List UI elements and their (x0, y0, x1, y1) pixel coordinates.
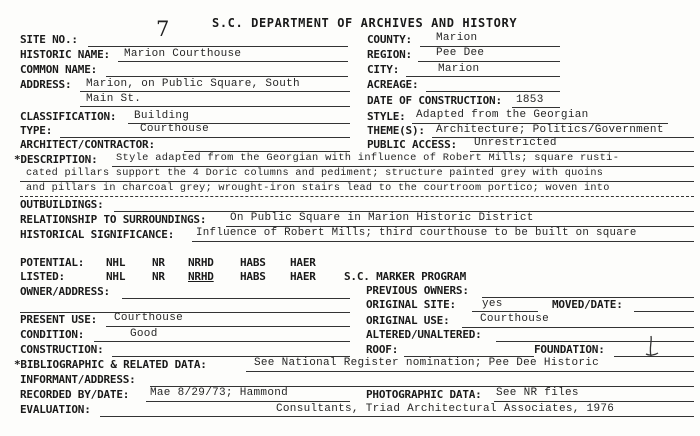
relationship-label: RELATIONSHIP TO SURROUNDINGS: (20, 213, 207, 226)
roof-label: ROOF: (366, 343, 399, 356)
historic-name-line (118, 61, 348, 62)
potential-label: POTENTIAL: (20, 256, 85, 269)
description-label: *DESCRIPTION: (14, 153, 98, 166)
photographic-data-label: PHOTOGRAPHIC DATA: (366, 388, 482, 401)
informant-label: INFORMANT/ADDRESS: (20, 373, 136, 386)
evaluation-line (100, 416, 694, 417)
description-line-3: and pillars in charcoal grey; wrought-iron stairs lead to the courtroom portico; woven into (26, 183, 610, 194)
potential-option-habs: HABS (240, 256, 266, 269)
address-line-2: Main St. (86, 93, 142, 105)
bibliography-label: *BIBLIOGRAPHIC & RELATED DATA: (14, 358, 207, 371)
marker-program-label: S.C. MARKER PROGRAM (344, 270, 467, 283)
type-label: TYPE: (20, 124, 53, 137)
address-label: ADDRESS: (20, 78, 72, 91)
style-label: STYLE: (367, 110, 406, 123)
historic-name-label: HISTORIC NAME: (20, 48, 110, 61)
original-site-value: yes (482, 298, 503, 310)
public-access-label: PUBLIC ACCESS: (367, 138, 457, 151)
potential-option-haer: HAER (290, 256, 316, 269)
condition-label: CONDITION: (20, 328, 85, 341)
public-access-value: Unrestricted (474, 137, 557, 149)
listed-option-haer: HAER (290, 270, 316, 283)
themes-label: THEME(S): (367, 124, 425, 137)
bibliography-value: See National Register nomination; Pee Dee Historic (254, 357, 600, 369)
listed-option-habs: HABS (240, 270, 266, 283)
original-site-label: ORIGINAL SITE: (366, 298, 456, 311)
relationship-value: On Public Square in Marion Historic District (230, 212, 534, 224)
acreage-label: ACREAGE: (367, 78, 419, 91)
construction-date-line (512, 107, 560, 108)
original-site-line (472, 311, 538, 312)
description-line-2: cated pillars support the 4 Doric columns and pediment; structure painted grey with quoins (26, 168, 604, 179)
outbuildings-label: OUTBUILDINGS: (20, 198, 104, 211)
listed-option-nr: NR (152, 270, 165, 283)
original-use-value: Courthouse (480, 313, 550, 325)
significance-value: Influence of Robert Mills; third courthouse to be built on square (196, 227, 637, 239)
construction-label: CONSTRUCTION: (20, 343, 104, 356)
condition-line (94, 341, 350, 342)
recorded-by-value: Mae 8/29/73; Hammond (150, 387, 289, 399)
description-line-3-rule (20, 196, 694, 197)
county-label: COUNTY: (367, 33, 412, 46)
condition-value: Good (130, 328, 158, 340)
evaluation-label: EVALUATION: (20, 403, 91, 416)
photographic-data-line (494, 401, 694, 402)
site-no-label: SITE NO.: (20, 33, 78, 46)
listed-label: LISTED: (20, 270, 65, 283)
handwritten-mark (640, 334, 662, 360)
themes-line (432, 137, 694, 138)
acreage-line (426, 91, 560, 92)
site-no-line (88, 46, 348, 47)
foundation-label: FOUNDATION: (534, 343, 605, 356)
original-use-label: ORIGINAL USE: (366, 314, 450, 327)
owner-address-line (122, 298, 350, 299)
common-name-label: COMMON NAME: (20, 63, 98, 76)
altered-line (496, 341, 694, 342)
original-use-line (462, 327, 694, 328)
county-value: Marion (436, 32, 478, 44)
city-label: CITY: (367, 63, 400, 76)
potential-option-nr: NR (152, 256, 165, 269)
description-line-1: Style adapted from the Georgian with influence of Robert Mills; square rusti- (116, 152, 620, 164)
address-line-1-rule (80, 91, 350, 92)
historic-name-value: Marion Courthouse (124, 48, 242, 60)
significance-line (192, 241, 694, 242)
themes-value: Architecture; Politics/Government (436, 124, 664, 136)
city-value: Marion (438, 63, 480, 75)
potential-option-nrhd: NRHD (188, 256, 214, 269)
city-line (406, 76, 560, 77)
construction-date-value: 1853 (516, 94, 544, 106)
moved-date-label: MOVED/DATE: (552, 298, 623, 311)
region-line (418, 61, 560, 62)
architect-label: ARCHITECT/CONTRACTOR: (20, 138, 155, 151)
address-line-1: Marion, on Public Square, South (86, 78, 300, 90)
style-value: Adapted from the Georgian (416, 109, 589, 121)
address-line-2-rule (80, 106, 350, 107)
photographic-data-value: See NR files (496, 387, 579, 399)
type-value: Courthouse (140, 123, 210, 135)
construction-date-label: DATE OF CONSTRUCTION: (367, 94, 502, 107)
significance-label: HISTORICAL SIGNIFICANCE: (20, 228, 175, 241)
form-title: S.C. DEPARTMENT OF ARCHIVES AND HISTORY (212, 16, 518, 30)
previous-owners-label: PREVIOUS OWNERS: (366, 284, 469, 297)
bibliography-line (246, 371, 694, 372)
present-use-value: Courthouse (114, 312, 184, 324)
present-use-line (106, 326, 350, 327)
listed-option-nrhd: NRHD (188, 270, 214, 283)
altered-label: ALTERED/UNALTERED: (366, 328, 482, 341)
evaluation-value: Consultants, Triad Architectural Associates, 1976 (276, 403, 615, 415)
common-name-line (106, 76, 348, 77)
recorded-by-label: RECORDED BY/DATE: (20, 388, 130, 401)
recorded-by-line (146, 401, 350, 402)
potential-option-nhl: NHL (106, 256, 126, 269)
region-label: REGION: (367, 48, 412, 61)
listed-option-nhl: NHL (106, 270, 126, 283)
site-no-value: 7 (156, 17, 170, 41)
classification-label: CLASSIFICATION: (20, 110, 117, 123)
moved-date-line (634, 311, 694, 312)
region-value: Pee Dee (436, 47, 485, 59)
present-use-label: PRESENT USE: (20, 313, 98, 326)
classification-value: Building (134, 110, 190, 122)
owner-address-label: OWNER/ADDRESS: (20, 285, 110, 298)
